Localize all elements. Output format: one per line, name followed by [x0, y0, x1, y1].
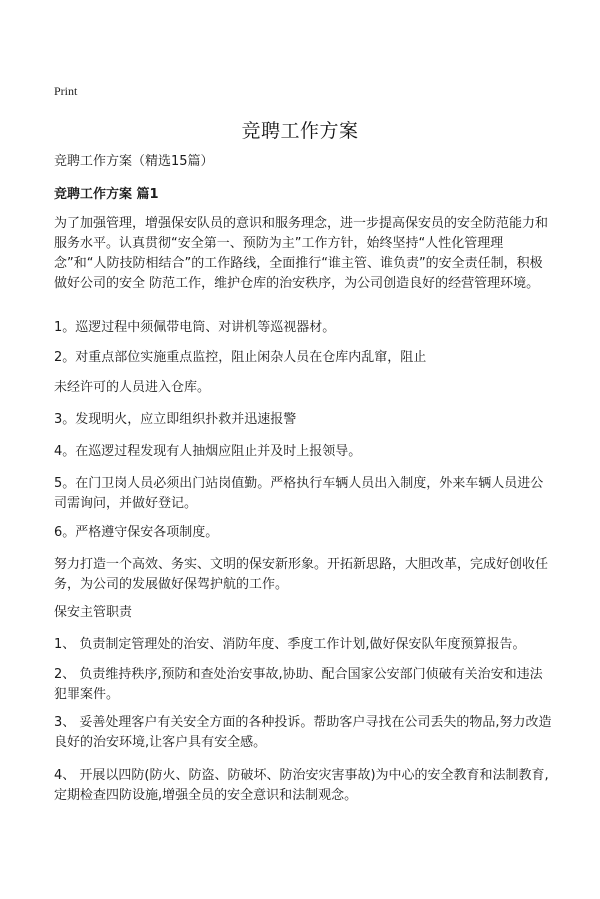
duties-heading: 保安主管职责: [54, 605, 133, 620]
list-item: 2。对重点部位实施重点监控，阻止闲杂人员在仓库内乱窜，阻止: [54, 350, 427, 365]
print-label: Print: [54, 84, 78, 98]
list-item: 4。在巡逻过程发现有人抽烟应阻止并及时上报领导。: [54, 444, 362, 459]
intro-paragraph: 为了加强管理，增强保安队员的意识和服务理念，进一步提高保安员的安全防范能力和服务水平。认真贯彻“安全第一、预防为主”工作方针，始终坚持“人性化管理理念”和“人防技防相结合”的工作路线，全面推行“谁主管、谁负责”的安全责任制，积极做好公司的安全 防范工作，维护仓库的治安秩序，为公司创造良好的经营管理环境。: [54, 216, 549, 291]
list-item: 6。严格遵守保安各项制度。: [54, 525, 219, 540]
list-item: 未经许可的人员进入仓库。: [54, 380, 211, 395]
section-heading: 竞聘工作方案 篇1: [54, 187, 159, 202]
duty-item: 2、 负责维持秩序,预防和查处治安事故,协助、配合国家公安部门侦破有关治安和违法犯罪案件。: [54, 667, 543, 702]
duty-item: 3、 妥善处理客户有关安全方面的各种投诉。帮助客户寻找在公司丢失的物品,努力改造良好的治安环境,让客户具有安全感。: [54, 715, 552, 750]
duty-item: 4、 开展以四防(防火、防盗、防破坏、防治安灾害事故)为中心的安全教育和法制教育,定期检查四防设施,增强全员的安全意识和法制观念。: [54, 768, 549, 803]
duty-item: 1、 负责制定管理处的治安、消防年度、季度工作计划,做好保安队年度预算报告。: [54, 637, 526, 652]
document-subtitle: 竞聘工作方案（精选15篇）: [54, 154, 214, 169]
list-item: 1。巡逻过程中须佩带电筒、对讲机等巡视器材。: [54, 320, 336, 335]
closing-paragraph: 努力打造一个高效、务实、文明的保安新形象。开拓新思路，大胆改革，完成好创收任务，为公司的发展做好保驾护航的工作。: [54, 557, 549, 592]
list-item: 3。发现明火，应立即组织扑救并迅速报警: [54, 412, 297, 427]
list-item: 5。在门卫岗人员必须出门站岗值勤。严格执行车辆人员出入制度，外来车辆人员进公司需询问，并做好登记。: [54, 476, 544, 511]
page-title: 竞聘工作方案: [241, 120, 359, 142]
